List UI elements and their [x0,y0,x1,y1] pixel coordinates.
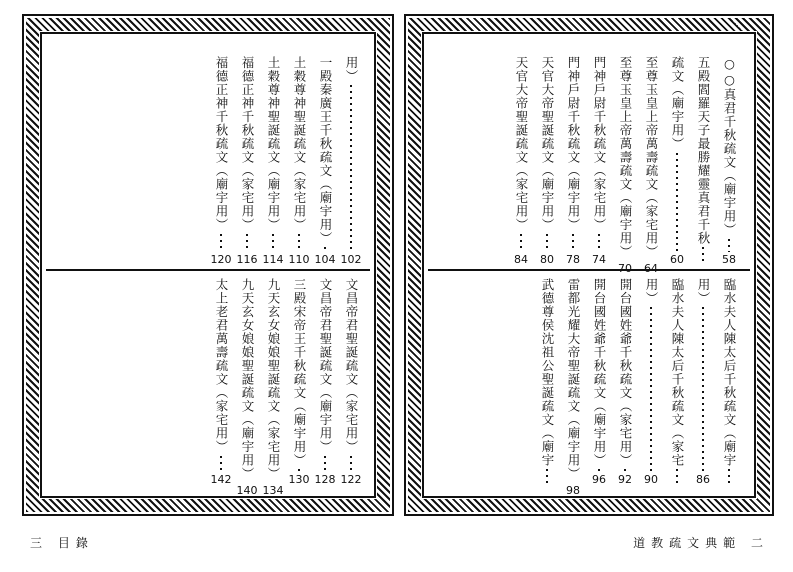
toc-leader-dots [298,234,300,253]
toc-entry [290,56,308,266]
toc-entry [564,278,582,497]
toc-entry-page: 116 [236,253,258,266]
toc-leader-dots [350,85,352,252]
toc-leader-dots [728,239,730,253]
toc-entry [590,56,608,266]
toc-entry-page: 74 [592,253,606,266]
toc-entry-title: 五殿閻羅天子最勝耀靈真君千秋 [696,56,711,245]
toc-entry [342,56,360,266]
toc-entry-title: 武德尊侯沈祖公聖誕疏文（廟宇 [540,278,555,467]
toc-entry-title: 疏文（廟宇用） [670,56,685,151]
toc-entry-page: 70 [618,261,632,275]
toc-entry-page: 90 [644,473,658,486]
toc-entry [538,278,556,486]
toc-entry [316,278,334,486]
toc-entry-title: 土穀尊神聖誕疏文（廟宇用） [266,56,281,232]
toc-entry-page: 80 [540,253,554,266]
toc-leader-dots [350,456,352,473]
toc-entry-title: 開台國姓爺千秋疏文（家宅用） [618,278,633,467]
toc-entry-page: 98 [566,483,580,497]
toc-entry-page: 96 [592,473,606,486]
toc-leader-dots [324,247,326,252]
toc-leader-dots [546,469,548,484]
toc-entry [720,278,738,486]
toc-entry-title: 一殿秦廣王千秋疏文（廟宇用） [318,56,333,245]
toc-entry-page: 120 [210,253,232,266]
toc-entry-title: 臨水夫人陳太后千秋疏文（家宅 [670,278,685,467]
toc-entry-title: 三殿宋帝王千秋疏文（廟宇用） [292,278,307,467]
toc-entry [262,278,284,497]
toc-leader-dots [572,234,574,253]
toc-entry [642,278,660,486]
toc-entry-title: 開台國姓爺千秋疏文（廟宇用） [592,278,607,467]
toc-entry [668,278,686,486]
toc-entry-title: 天官大帝聖誕疏文（家宅用） [514,56,529,232]
toc-entry-page: 102 [340,253,362,266]
toc-entry [642,56,660,275]
toc-entry-page: 134 [262,483,284,497]
toc-entry-page: 78 [566,253,580,266]
toc-leader-dots [220,234,222,253]
toc-leader-dots [246,234,248,253]
toc-entry [238,56,256,266]
toc-entry [212,278,230,486]
toc-leader-dots [702,247,704,264]
toc-entry-title: 臨水夫人陳太后千秋疏文（廟宇 [722,278,737,467]
toc-leader-dots [650,307,652,472]
toc-entry-page: 92 [618,473,632,486]
toc-entry-title: 用） [644,278,659,305]
toc-entry-page: 60 [670,253,684,266]
toc-entry-title: 文昌帝君聖誕疏文（廟宇用） [318,278,333,454]
toc-leader-dots [598,469,600,472]
toc-leader-dots [598,234,600,253]
toc-entry-page: 84 [514,253,528,266]
toc-entry [720,56,738,266]
toc-entry-title: 門神戶尉千秋疏文（廟宇用） [566,56,581,232]
toc-entry-title: 至尊玉皇上帝萬壽疏文（家宅用） [644,56,659,259]
toc-leader-dots [676,469,678,484]
toc-leader-dots [324,456,326,473]
toc-entry [694,56,712,266]
toc-entry-title: 九天玄女娘娘聖誕疏文（廟宇用） [240,278,255,481]
toc-entry-title: 用） [696,278,711,305]
toc-leader-dots [624,469,626,472]
toc-entry-page: 110 [288,253,310,266]
toc-entry [668,56,686,266]
footer-right-page-label: 道教疏文典範 二 [633,536,769,550]
toc-entry [616,56,634,275]
toc-entry-title: 福德正神千秋疏文（家宅用） [240,56,255,232]
toc-entry-title: 天官大帝聖誕疏文（廟宇用） [540,56,555,232]
toc-entry [512,56,530,266]
toc-entry [564,56,582,266]
toc-leader-dots [676,153,678,253]
toc-leader-dots [546,234,548,253]
toc-entry [316,56,334,266]
left-page-divider [46,269,370,271]
toc-leader-dots [298,469,300,472]
toc-entry-page: 58 [722,253,736,266]
toc-entry-title: 土穀尊神聖誕疏文（家宅用） [292,56,307,232]
toc-entry-page: 64 [644,261,658,275]
toc-entry-title: 至尊玉皇上帝萬壽疏文（廟宇用） [618,56,633,259]
toc-entry-page: 142 [210,473,232,486]
toc-entry [290,278,308,486]
toc-entry-title: 門神戶尉千秋疏文（家宅用） [592,56,607,232]
toc-entry-title: 用） [344,56,359,83]
toc-entry-page: 122 [340,473,362,486]
toc-entry-page: 86 [696,473,710,486]
toc-entry-page: 128 [314,473,336,486]
toc-entry [538,56,556,266]
toc-leader-dots [220,456,222,473]
toc-entry-page: 140 [236,483,258,497]
toc-entry-title: 文昌帝君聖誕疏文（家宅用） [344,278,359,454]
right-page-divider [428,269,750,271]
toc-leader-dots [728,469,730,484]
toc-entry [212,56,230,266]
toc-entry [342,278,360,486]
toc-entry [694,278,712,486]
footer-left-page-label: 三 目錄 [30,536,94,550]
toc-entry [236,278,258,497]
toc-entry-title: 雷都光耀大帝聖誕疏文（廟宇用） [566,278,581,481]
toc-entry-page: 104 [314,253,336,266]
toc-entry-title: 福德正神千秋疏文（廟宇用） [214,56,229,232]
toc-leader-dots [272,234,274,253]
toc-entry [616,278,634,486]
toc-leader-dots [520,234,522,253]
right-page [404,14,774,516]
toc-entry-title: 太上老君萬壽疏文（家宅用） [214,278,229,454]
toc-entry [590,278,608,486]
toc-entry [264,56,282,266]
toc-entry-title: 九天玄女娘娘聖誕疏文（家宅用） [266,278,281,481]
toc-leader-dots [702,307,704,472]
toc-entry-page: 130 [288,473,310,486]
toc-entry-page: 114 [262,253,284,266]
left-page [22,14,394,516]
toc-entry-title: ○○真君千秋疏文（廟宇用） [722,56,737,237]
